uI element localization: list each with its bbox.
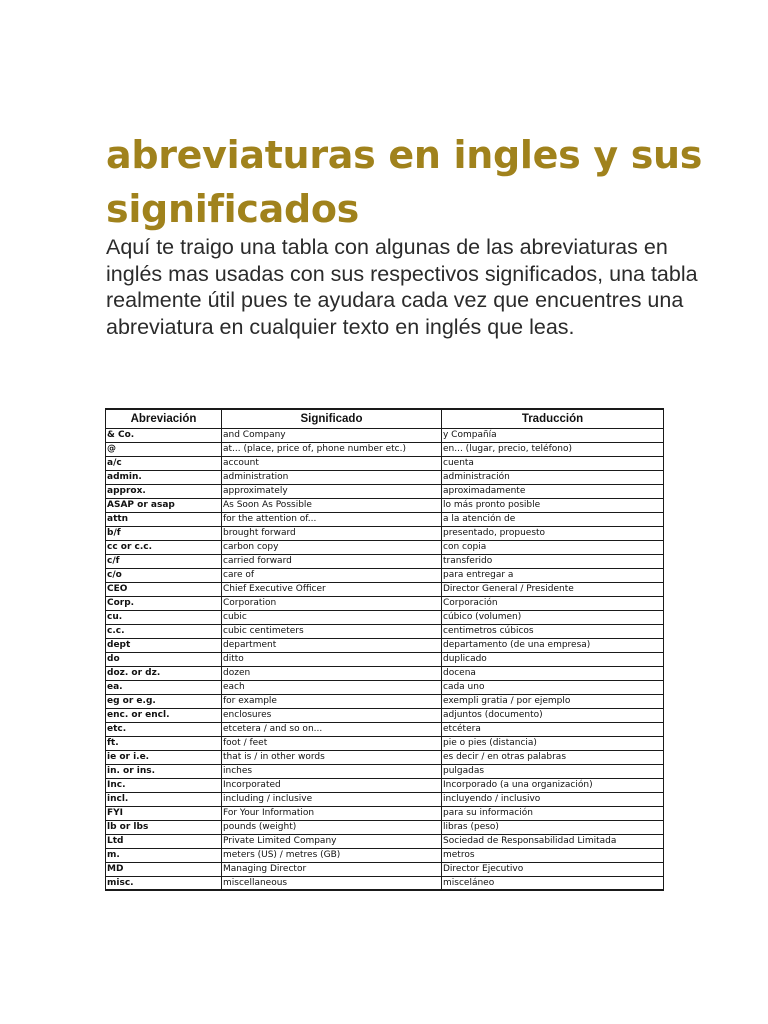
meaning-cell: and Company xyxy=(222,428,442,442)
abbreviation-cell: b/f xyxy=(106,526,222,540)
meaning-cell: cubic xyxy=(222,610,442,624)
abbreviation-cell: etc. xyxy=(106,722,222,736)
table-row xyxy=(106,512,664,526)
abbreviation-cell: cc or c.c. xyxy=(106,540,222,554)
intro-paragraph: Aquí te traigo una tabla con algunas de las abreviaturas en inglés mas usadas con sus respectivos significados, una tabla realmente útil pues te ayudara cada vez que encuentres una abreviatura en cualquier texto en inglés que leas. xyxy=(106,235,698,339)
abbreviation-cell: MD xyxy=(106,862,222,876)
meaning-cell: care of xyxy=(222,568,442,582)
table-row xyxy=(106,638,664,652)
table-row xyxy=(106,764,664,778)
header-traduccion: Traducción xyxy=(442,409,664,428)
meaning-cell: Private Limited Company xyxy=(222,834,442,848)
translation-cell: con copia xyxy=(442,540,664,554)
table-row xyxy=(106,554,664,568)
abbreviation-cell: doz. or dz. xyxy=(106,666,222,680)
table-row xyxy=(106,666,664,680)
meaning-cell: for the attention of... xyxy=(222,512,442,526)
abbreviation-cell: in. or ins. xyxy=(106,764,222,778)
translation-cell: Corporación xyxy=(442,596,664,610)
table-row xyxy=(106,526,664,540)
translation-cell: es decir / en otras palabras xyxy=(442,750,664,764)
meaning-cell: for example xyxy=(222,694,442,708)
table-row xyxy=(106,862,664,876)
translation-cell: a la atención de xyxy=(442,512,664,526)
header-abreviacion: Abreviación xyxy=(106,409,222,428)
table-row xyxy=(106,610,664,624)
table-row xyxy=(106,792,664,806)
meaning-cell: at... (place, price of, phone number etc.) xyxy=(222,442,442,456)
translation-cell: y Compañía xyxy=(442,428,664,442)
table-row xyxy=(106,470,664,484)
table-row xyxy=(106,694,664,708)
abbreviation-cell: m. xyxy=(106,848,222,862)
meaning-cell: As Soon As Possible xyxy=(222,498,442,512)
translation-cell: transferido xyxy=(442,554,664,568)
meaning-cell: department xyxy=(222,638,442,652)
table-row xyxy=(106,722,664,736)
table-row xyxy=(106,456,664,470)
table-row xyxy=(106,834,664,848)
meaning-cell: Incorporated xyxy=(222,778,442,792)
meaning-cell: miscellaneous xyxy=(222,876,442,890)
table-row xyxy=(106,778,664,792)
table-row xyxy=(106,624,664,638)
translation-cell: adjuntos (documento) xyxy=(442,708,664,722)
abbreviation-cell: eg or e.g. xyxy=(106,694,222,708)
translation-cell: exempli gratia / por ejemplo xyxy=(442,694,664,708)
abbreviation-cell: lb or lbs xyxy=(106,820,222,834)
meaning-cell: Chief Executive Officer xyxy=(222,582,442,596)
meaning-cell: foot / feet xyxy=(222,736,442,750)
meaning-cell: Corporation xyxy=(222,596,442,610)
table-row xyxy=(106,442,664,456)
translation-cell: para entregar a xyxy=(442,568,664,582)
translation-cell: duplicado xyxy=(442,652,664,666)
translation-cell: lo más pronto posible xyxy=(442,498,664,512)
abbreviation-cell: approx. xyxy=(106,484,222,498)
page-title: abreviaturas en ingles y sus significados xyxy=(106,133,703,231)
meaning-cell: that is / in other words xyxy=(222,750,442,764)
abbreviation-cell: enc. or encl. xyxy=(106,708,222,722)
translation-cell: misceláneo xyxy=(442,876,664,890)
translation-cell: etcétera xyxy=(442,722,664,736)
translation-cell: Director Ejecutivo xyxy=(442,862,664,876)
translation-cell: metros xyxy=(442,848,664,862)
table-row xyxy=(106,680,664,694)
meaning-cell: inches xyxy=(222,764,442,778)
abbreviation-cell: Inc. xyxy=(106,778,222,792)
abbreviation-cell: cu. xyxy=(106,610,222,624)
table-row xyxy=(106,596,664,610)
meaning-cell: each xyxy=(222,680,442,694)
translation-cell: para su información xyxy=(442,806,664,820)
table-row xyxy=(106,652,664,666)
translation-cell: cuenta xyxy=(442,456,664,470)
abbreviation-cell: Ltd xyxy=(106,834,222,848)
translation-cell: departamento (de una empresa) xyxy=(442,638,664,652)
translation-cell: en... (lugar, precio, teléfono) xyxy=(442,442,664,456)
table-row xyxy=(106,806,664,820)
abbreviation-cell: incl. xyxy=(106,792,222,806)
meaning-cell: etcetera / and so on... xyxy=(222,722,442,736)
table-row xyxy=(106,498,664,512)
abbreviation-cell: ASAP or asap xyxy=(106,498,222,512)
abbreviation-cell: ft. xyxy=(106,736,222,750)
abbreviation-cell: ie or i.e. xyxy=(106,750,222,764)
meaning-cell: Managing Director xyxy=(222,862,442,876)
abbreviation-cell: c/f xyxy=(106,554,222,568)
translation-cell: cúbico (volumen) xyxy=(442,610,664,624)
header-significado: Significado xyxy=(222,409,442,428)
table-body xyxy=(106,428,664,890)
translation-cell: docena xyxy=(442,666,664,680)
abbreviation-cell: do xyxy=(106,652,222,666)
meaning-cell: account xyxy=(222,456,442,470)
translation-cell: pulgadas xyxy=(442,764,664,778)
meaning-cell: ditto xyxy=(222,652,442,666)
table-row xyxy=(106,708,664,722)
meaning-cell: carried forward xyxy=(222,554,442,568)
table-header xyxy=(106,409,664,428)
translation-cell: presentado, propuesto xyxy=(442,526,664,540)
translation-cell: libras (peso) xyxy=(442,820,664,834)
abbreviation-cell: & Co. xyxy=(106,428,222,442)
translation-cell: incluyendo / inclusivo xyxy=(442,792,664,806)
meaning-cell: enclosures xyxy=(222,708,442,722)
table-row xyxy=(106,750,664,764)
meaning-cell: cubic centimeters xyxy=(222,624,442,638)
translation-cell: pie o pies (distancia) xyxy=(442,736,664,750)
meaning-cell: carbon copy xyxy=(222,540,442,554)
table-row xyxy=(106,428,664,442)
table-row xyxy=(106,736,664,750)
meaning-cell: dozen xyxy=(222,666,442,680)
meaning-cell: For Your Information xyxy=(222,806,442,820)
abbreviation-cell: dept xyxy=(106,638,222,652)
translation-cell: centimetros cúbicos xyxy=(442,624,664,638)
table-row xyxy=(106,568,664,582)
translation-cell: cada uno xyxy=(442,680,664,694)
header-row xyxy=(106,409,664,428)
meaning-cell: pounds (weight) xyxy=(222,820,442,834)
meaning-cell: brought forward xyxy=(222,526,442,540)
abbreviation-cell: admin. xyxy=(106,470,222,484)
table-row xyxy=(106,848,664,862)
meaning-cell: including / inclusive xyxy=(222,792,442,806)
abbreviation-cell: attn xyxy=(106,512,222,526)
abbreviation-cell: CEO xyxy=(106,582,222,596)
translation-cell: aproximadamente xyxy=(442,484,664,498)
abbreviation-cell: Corp. xyxy=(106,596,222,610)
translation-cell: administración xyxy=(442,470,664,484)
abbreviation-cell: misc. xyxy=(106,876,222,890)
abbreviation-cell: c.c. xyxy=(106,624,222,638)
meaning-cell: approximately xyxy=(222,484,442,498)
abbreviation-cell: @ xyxy=(106,442,222,456)
table-row xyxy=(106,582,664,596)
table-row xyxy=(106,820,664,834)
translation-cell: Director General / Presidente xyxy=(442,582,664,596)
table-row xyxy=(106,540,664,554)
abbreviation-cell: ea. xyxy=(106,680,222,694)
abbreviation-cell: c/o xyxy=(106,568,222,582)
abbreviation-cell: FYI xyxy=(106,806,222,820)
abbreviations-table xyxy=(105,408,664,891)
abbreviation-cell: a/c xyxy=(106,456,222,470)
table-row xyxy=(106,484,664,498)
translation-cell: Incorporado (a una organización) xyxy=(442,778,664,792)
meaning-cell: meters (US) / metres (GB) xyxy=(222,848,442,862)
translation-cell: Sociedad de Responsabilidad Limitada xyxy=(442,834,664,848)
table-row xyxy=(106,876,664,890)
meaning-cell: administration xyxy=(222,470,442,484)
